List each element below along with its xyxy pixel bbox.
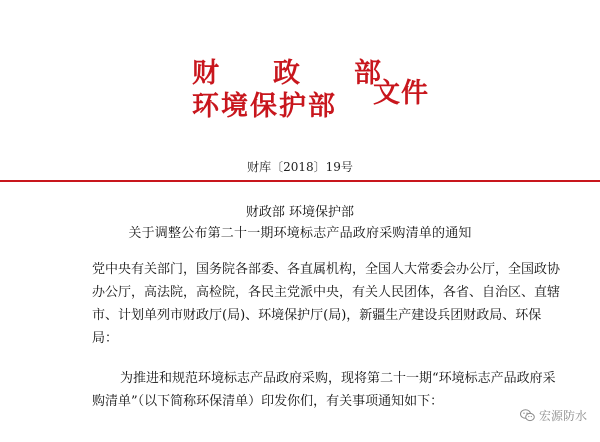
ministry-environment: 环境保护部	[192, 91, 337, 122]
addressee-paragraph	[92, 258, 561, 350]
addressee-line: 党中央有关部门，国务院各部委、各直属机构，全国人大常委会办公厅，全国政协	[92, 262, 561, 277]
body-line: 为推进和规范环境标志产品政府采购，现将第二十一期“环境标志产品政府采	[120, 371, 556, 386]
letterhead-doc-type: 文件	[373, 78, 429, 109]
body-paragraph	[92, 367, 556, 413]
wechat-watermark	[520, 407, 587, 424]
addressee-line: 办公厅，高法院，高检院，各民主党派中央，有关人民团体，各省、自治区、直辖	[92, 285, 561, 300]
notice-title: 关于调整公布第二十一期环境标志产品政府采购清单的通知	[128, 226, 472, 241]
addressee-line: 局：	[92, 331, 119, 346]
letterhead-red-rule	[0, 180, 600, 182]
ministry-finance: 财 政 部	[192, 58, 381, 89]
addressee-line: 市、计划单列市财政厅(局)、环境保护厅(局)，新疆生产建设兵团财政局、环保	[92, 308, 542, 323]
body-line: 购清单”（以下简称环保清单）印发你们，有关事项通知如下：	[92, 394, 444, 409]
letterhead-ministries	[192, 58, 381, 123]
document-number: 财库〔2018〕19号	[247, 160, 353, 174]
watermark-text: 宏源防水	[538, 409, 587, 423]
wechat-icon	[520, 409, 535, 422]
notice-issuers: 财政部 环境保护部	[245, 205, 355, 220]
